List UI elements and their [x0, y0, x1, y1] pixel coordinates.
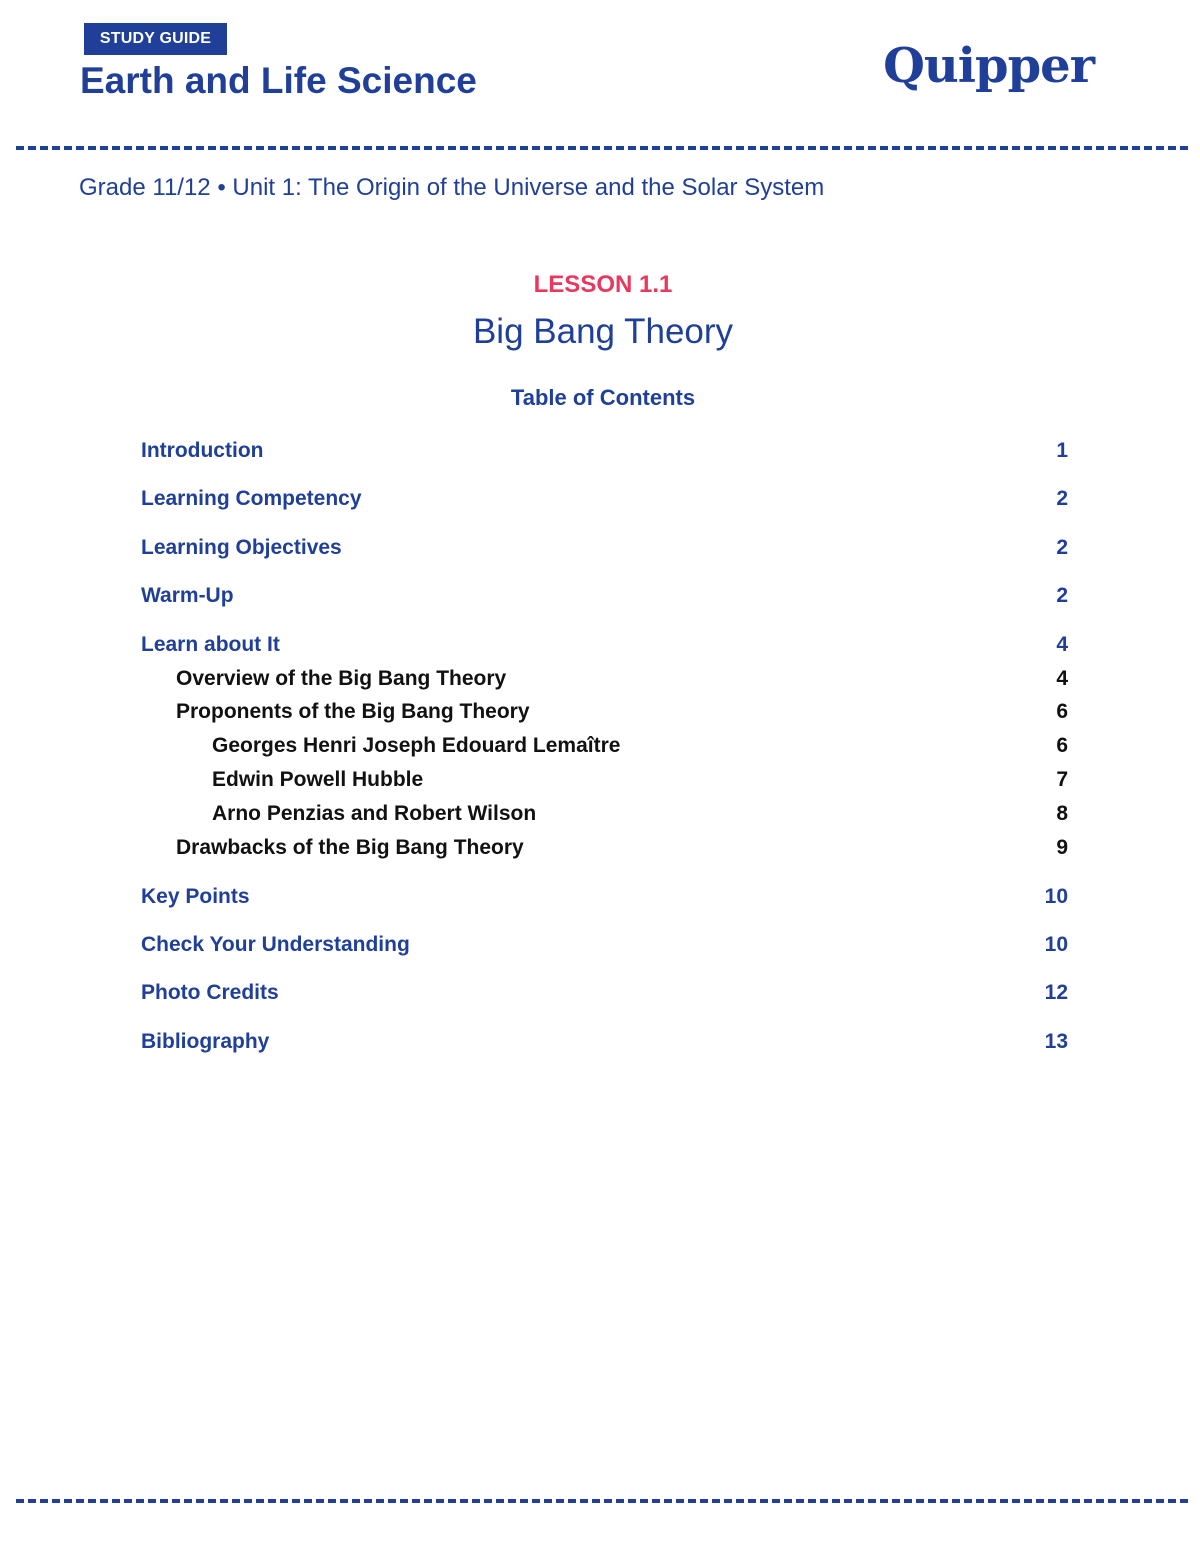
toc-entry-lemaitre[interactable]: [0, 734, 1200, 764]
toc-entry-drawbacks[interactable]: [0, 836, 1200, 866]
toc-entry-page: 2: [1056, 584, 1068, 607]
toc-entry-label: Overview of the Big Bang Theory: [176, 667, 507, 690]
toc-entry-overview[interactable]: [0, 667, 1200, 697]
toc-entry-page: 12: [1044, 981, 1068, 1004]
toc-entry-page: 4: [1056, 667, 1068, 690]
unit-line: Grade 11/12 • Unit 1: The Origin of the Universe and the Solar System: [79, 174, 825, 201]
toc-entry-introduction[interactable]: [0, 439, 1200, 469]
toc-entry-page: 4: [1056, 633, 1068, 656]
toc-entry-key-points[interactable]: [0, 885, 1200, 915]
toc-entry-page: 10: [1044, 885, 1068, 908]
toc-entry-hubble[interactable]: [0, 768, 1200, 798]
toc-entry-bibliography[interactable]: [0, 1030, 1200, 1060]
subject-title: Earth and Life Science: [80, 60, 477, 101]
toc-entry-page: 8: [1056, 802, 1068, 825]
toc-heading: Table of Contents: [510, 385, 696, 410]
toc-entry-page: 10: [1044, 933, 1068, 956]
lesson-title: Big Bang Theory: [472, 312, 734, 351]
top-divider: [16, 146, 1188, 150]
toc-entry-page: 6: [1056, 700, 1068, 723]
toc-entry-label: Arno Penzias and Robert Wilson: [212, 802, 537, 825]
toc-entry-label: Drawbacks of the Big Bang Theory: [176, 836, 524, 859]
toc-entry-page: 1: [1056, 439, 1068, 462]
bottom-divider: [16, 1499, 1188, 1503]
toc-entry-page: 6: [1056, 734, 1068, 757]
study-guide-badge: STUDY GUIDE: [84, 23, 227, 55]
toc-entry-label: Introduction: [141, 439, 264, 462]
toc-entry-page: 13: [1044, 1030, 1068, 1053]
toc-entry-label: Warm-Up: [141, 584, 234, 607]
toc-entry-check-understanding[interactable]: [0, 933, 1200, 963]
toc-entry-page: 2: [1056, 536, 1068, 559]
quipper-logo: Quipper: [883, 38, 1094, 94]
toc-entry-label: Bibliography: [141, 1030, 270, 1053]
toc-entry-label: Check Your Understanding: [141, 933, 410, 956]
toc-entry-page: 2: [1056, 487, 1068, 510]
toc-entry-learning-objectives[interactable]: [0, 536, 1200, 566]
toc-entry-label: Proponents of the Big Bang Theory: [176, 700, 530, 723]
toc-entry-penzias-wilson[interactable]: [0, 802, 1200, 832]
toc-entry-photo-credits[interactable]: [0, 981, 1200, 1011]
toc-entry-label: Photo Credits: [141, 981, 279, 1004]
toc-entry-label: Key Points: [141, 885, 250, 908]
toc-entry-label: Edwin Powell Hubble: [212, 768, 424, 791]
toc-entry-label: Learning Competency: [141, 487, 362, 510]
lesson-number: LESSON 1.1: [533, 271, 673, 298]
toc-entry-learning-competency[interactable]: [0, 487, 1200, 517]
toc-entry-warm-up[interactable]: [0, 584, 1200, 614]
toc-entry-label: Learn about It: [141, 633, 280, 656]
toc-entry-label: Georges Henri Joseph Edouard Lemaître: [212, 734, 621, 757]
toc-entry-page: 9: [1056, 836, 1068, 859]
toc-entry-page: 7: [1056, 768, 1068, 791]
toc-entry-learn-about-it[interactable]: [0, 633, 1200, 663]
toc-entry-label: Learning Objectives: [141, 536, 342, 559]
toc-entry-proponents[interactable]: [0, 700, 1200, 730]
